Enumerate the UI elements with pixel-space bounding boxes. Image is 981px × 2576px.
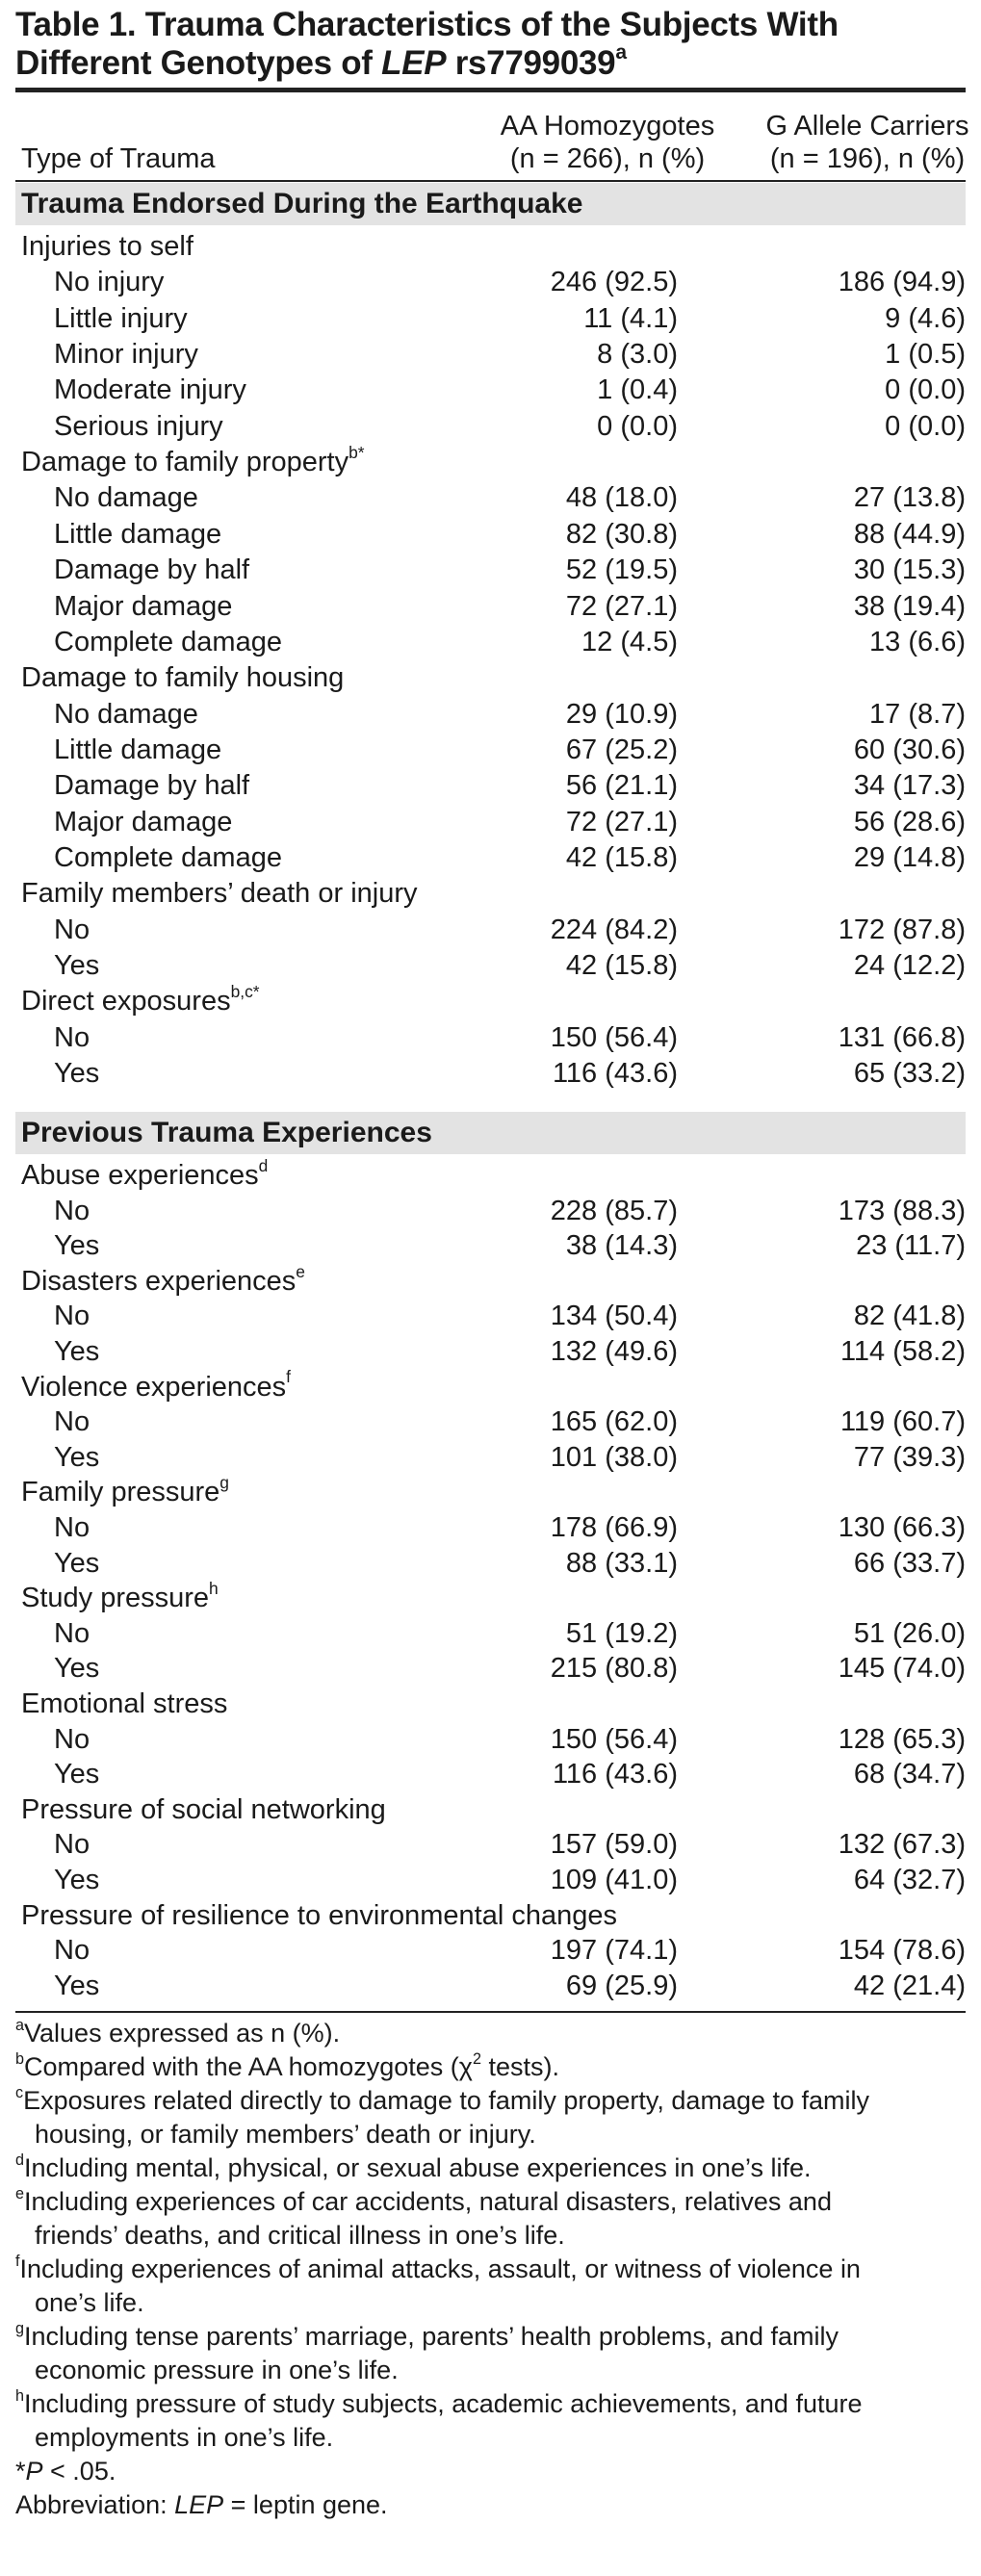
- row-label: [54, 1546, 99, 1582]
- row-label-text: Abuse experiences: [21, 1160, 259, 1191]
- row-label-text: Study pressure: [21, 1583, 210, 1614]
- group-label: [21, 1367, 291, 1405]
- footnote-e: $^e$Including experiences of car accidents, natural disasters, relatives and: [15, 2184, 832, 2216]
- group-row: [15, 1475, 966, 1510]
- value-aa-homozygotes: 52 (19.5): [565, 554, 678, 586]
- group-label: [21, 1898, 617, 1934]
- value-aa-homozygotes: 11 (4.1): [583, 302, 678, 334]
- table-row: [15, 733, 966, 768]
- table-row: [15, 768, 966, 804]
- value-g-allele-carriers: 24 (12.2): [853, 950, 966, 981]
- row-label: [54, 1616, 90, 1652]
- row-label-text: No injury: [54, 267, 165, 298]
- value-g-allele-carriers: 42 (21.4): [853, 1970, 966, 2001]
- group-row: [15, 984, 966, 1019]
- row-label: [54, 517, 221, 553]
- footnote-mark: h: [209, 1578, 219, 1598]
- row-label-text: Direct exposures: [21, 986, 231, 1018]
- group-row: [15, 660, 966, 696]
- row-label: [54, 768, 249, 804]
- table-row: [15, 1194, 966, 1229]
- value-aa-homozygotes: 42 (15.8): [565, 950, 678, 981]
- value-g-allele-carriers: 82 (41.8): [853, 1301, 966, 1332]
- value-aa-homozygotes: 246 (92.5): [550, 267, 678, 298]
- table-row: [15, 1440, 966, 1476]
- row-label: [54, 805, 232, 840]
- value-g-allele-carriers: 64 (32.7): [853, 1865, 966, 1895]
- row-label-text: Moderate injury: [54, 374, 246, 406]
- row-label-text: Serious injury: [54, 410, 223, 442]
- value-aa-homozygotes: 29 (10.9): [565, 698, 678, 730]
- row-label-text: No: [54, 1829, 90, 1861]
- group-label: [21, 1261, 305, 1300]
- footnote-mark: e: [296, 1261, 305, 1281]
- value-g-allele-carriers: 17 (8.7): [869, 698, 966, 730]
- row-label: [54, 1510, 90, 1546]
- row-label-text: Damage by half: [54, 770, 250, 802]
- value-g-allele-carriers: 0 (0.0): [885, 410, 966, 442]
- group-label: [21, 876, 418, 912]
- group-row: [15, 1155, 966, 1194]
- top-rule: [15, 88, 966, 92]
- value-aa-homozygotes: 178 (66.9): [550, 1512, 678, 1543]
- table-row: [15, 1616, 966, 1652]
- row-label-text: No: [54, 1935, 90, 1967]
- value-aa-homozygotes: 88 (33.1): [565, 1547, 678, 1579]
- row-label-text: Disasters experiences: [21, 1265, 297, 1297]
- row-label: [54, 1863, 99, 1898]
- group-label: [21, 1155, 269, 1194]
- group-row: [15, 876, 966, 912]
- table-title: Table 1. Trauma Characteristics of the Subjects With Different Genotypes of LEP rs7799039$^a$: [15, 6, 839, 82]
- footnote-star: *P < .05.: [15, 2457, 116, 2486]
- value-aa-homozygotes: 134 (50.4): [550, 1301, 678, 1332]
- row-label-text: Yes: [54, 1230, 100, 1262]
- table-row: [15, 301, 966, 337]
- value-g-allele-carriers: 13 (6.6): [869, 626, 966, 657]
- row-label-text: No damage: [54, 698, 198, 730]
- footnote-h-cont: employments in one’s life.: [35, 2423, 334, 2452]
- row-label-text: Yes: [54, 950, 100, 981]
- value-g-allele-carriers: 38 (19.4): [853, 590, 966, 622]
- value-g-allele-carriers: 1 (0.5): [885, 339, 966, 371]
- value-g-allele-carriers: 132 (67.3): [838, 1829, 966, 1861]
- value-aa-homozygotes: 101 (38.0): [550, 1441, 678, 1473]
- footnote-g-cont: economic pressure in one’s life.: [35, 2356, 399, 2384]
- table-row: [15, 1020, 966, 1056]
- value-g-allele-carriers: 128 (65.3): [838, 1723, 966, 1755]
- row-label: [54, 1020, 90, 1056]
- footnote-c: $^c$Exposures related directly to damage to family property, damage to family: [15, 2083, 870, 2115]
- table-row: [15, 913, 966, 948]
- footnote-mark: b*: [349, 442, 365, 462]
- row-label: [54, 1651, 99, 1687]
- value-aa-homozygotes: 12 (4.5): [581, 626, 678, 657]
- row-label: [54, 1757, 99, 1792]
- group-row: [15, 1687, 966, 1722]
- value-g-allele-carriers: 60 (30.6): [853, 734, 966, 765]
- row-label-text: Minor injury: [54, 339, 198, 371]
- value-aa-homozygotes: 165 (62.0): [550, 1406, 678, 1438]
- group-label: [21, 442, 365, 480]
- row-label-text: Yes: [54, 1653, 100, 1685]
- value-g-allele-carriers: 186 (94.9): [838, 267, 966, 298]
- group-label: [21, 229, 194, 265]
- row-label-text: Emotional stress: [21, 1688, 228, 1719]
- footnotes: [15, 2017, 968, 2522]
- table-row: [15, 625, 966, 660]
- group-label: [21, 1687, 227, 1722]
- value-aa-homozygotes: 48 (18.0): [565, 482, 678, 514]
- table-row: [15, 1404, 966, 1440]
- row-label-text: No: [54, 1195, 90, 1226]
- row-label-text: Yes: [54, 1441, 100, 1473]
- value-aa-homozygotes: 82 (30.8): [565, 518, 678, 550]
- table-row: [15, 265, 966, 300]
- table-row: [15, 1510, 966, 1546]
- value-aa-homozygotes: 228 (85.7): [550, 1195, 678, 1226]
- group-row: [15, 1792, 966, 1828]
- row-label: [54, 625, 282, 660]
- footnote-mark: b,c*: [230, 982, 260, 1002]
- value-aa-homozygotes: 116 (43.6): [552, 1058, 678, 1090]
- row-label-text: No damage: [54, 482, 198, 514]
- table-row: [15, 1334, 966, 1370]
- table-row: [15, 517, 966, 553]
- row-label-text: Little damage: [54, 518, 222, 550]
- footnote-d: $^d$Including mental, physical, or sexual abuse experiences in one’s life.: [15, 2151, 812, 2182]
- value-aa-homozygotes: 38 (14.3): [565, 1230, 678, 1262]
- row-label-text: Yes: [54, 1970, 100, 2001]
- footnote-e-cont: friends’ deaths, and critical illness in one’s life.: [35, 2221, 565, 2250]
- value-aa-homozygotes: 224 (84.2): [550, 914, 678, 945]
- row-label-text: Pressure of resilience to environmental changes: [21, 1899, 617, 1931]
- col-header-aa: AA Homozygotes (n = 266), n (%): [500, 111, 715, 174]
- table-row: [15, 1228, 966, 1264]
- footnote-f-cont: one’s life.: [35, 2288, 144, 2317]
- row-label: [54, 1228, 99, 1264]
- row-label: [54, 301, 188, 337]
- footnote-mark: d: [258, 1155, 269, 1175]
- row-label-text: No: [54, 1723, 90, 1755]
- header-rule: [15, 180, 966, 182]
- value-g-allele-carriers: 23 (11.7): [856, 1230, 966, 1262]
- value-g-allele-carriers: 9 (4.6): [885, 302, 966, 334]
- bottom-rule: [15, 2011, 966, 2013]
- group-label: [21, 1475, 229, 1510]
- table-row: [15, 409, 966, 445]
- value-aa-homozygotes: 109 (41.0): [550, 1865, 678, 1895]
- row-label-text: No: [54, 1617, 90, 1649]
- value-g-allele-carriers: 173 (88.3): [838, 1195, 966, 1226]
- value-aa-homozygotes: 56 (21.1): [565, 770, 678, 802]
- value-g-allele-carriers: 154 (78.6): [838, 1935, 966, 1967]
- value-g-allele-carriers: 77 (39.3): [853, 1441, 966, 1473]
- row-label-text: Yes: [54, 1865, 100, 1895]
- row-label-text: Yes: [54, 1336, 100, 1367]
- row-label-text: Complete damage: [54, 626, 282, 657]
- group-row: [15, 1898, 966, 1934]
- footnote-f: $^f$Including experiences of animal attacks, assault, or witness of violence in: [15, 2252, 861, 2283]
- row-label: [54, 265, 164, 300]
- row-label: [54, 373, 246, 408]
- value-g-allele-carriers: 30 (15.3): [853, 554, 966, 586]
- value-aa-homozygotes: 132 (49.6): [550, 1336, 678, 1367]
- value-aa-homozygotes: 67 (25.2): [565, 734, 678, 765]
- value-g-allele-carriers: 29 (14.8): [853, 841, 966, 873]
- group-row: [15, 229, 966, 265]
- row-label: [54, 337, 198, 373]
- value-g-allele-carriers: 34 (17.3): [853, 770, 966, 802]
- row-label: [54, 840, 282, 876]
- table-row: [15, 337, 966, 373]
- table-row: [15, 1546, 966, 1582]
- value-g-allele-carriers: 145 (74.0): [838, 1653, 966, 1685]
- table-row: [15, 1969, 966, 2004]
- row-label: [54, 409, 223, 445]
- row-label-text: Violence experiences: [21, 1371, 287, 1403]
- footnote-b: $^b$Compared with the AA homozygotes ($\chi^2$ tests).: [15, 2049, 559, 2081]
- row-label-text: Injuries to self: [21, 231, 194, 262]
- table-row: [15, 589, 966, 625]
- table-row: [15, 1757, 966, 1792]
- row-label-text: Major damage: [54, 806, 233, 837]
- group-row: [15, 1367, 966, 1405]
- group-row: [15, 1578, 966, 1616]
- value-g-allele-carriers: 51 (26.0): [853, 1617, 966, 1649]
- row-label: [54, 1722, 90, 1758]
- table-row: [15, 1056, 966, 1092]
- row-label-text: Complete damage: [54, 841, 282, 873]
- row-label-text: No: [54, 1021, 90, 1053]
- value-g-allele-carriers: 65 (33.2): [853, 1058, 966, 1090]
- value-g-allele-carriers: 172 (87.8): [838, 914, 966, 945]
- value-aa-homozygotes: 197 (74.1): [550, 1935, 678, 1967]
- value-g-allele-carriers: 130 (66.3): [838, 1512, 966, 1543]
- value-aa-homozygotes: 215 (80.8): [550, 1653, 678, 1685]
- footnote-c-cont: housing, or family members’ death or injury.: [35, 2120, 536, 2149]
- table-row: [15, 480, 966, 516]
- value-g-allele-carriers: 131 (66.8): [838, 1021, 966, 1053]
- row-label-text: Family members’ death or injury: [21, 878, 418, 910]
- table-row: [15, 840, 966, 876]
- group-label: [21, 984, 260, 1019]
- table-row: [15, 1863, 966, 1898]
- value-aa-homozygotes: 51 (19.2): [565, 1617, 678, 1649]
- value-g-allele-carriers: 68 (34.7): [853, 1759, 966, 1790]
- table-row: [15, 553, 966, 588]
- group-label: [21, 660, 344, 696]
- row-label-text: No: [54, 914, 90, 945]
- footnote-a: $^a$Values expressed as n (%).: [15, 2016, 341, 2048]
- row-label-text: Major damage: [54, 590, 233, 622]
- value-g-allele-carriers: 119 (60.7): [839, 1406, 966, 1438]
- value-aa-homozygotes: 1 (0.4): [597, 374, 678, 406]
- table-row: [15, 1722, 966, 1758]
- group-label: [21, 1578, 219, 1616]
- value-aa-homozygotes: 72 (27.1): [565, 806, 678, 837]
- value-g-allele-carriers: 27 (13.8): [853, 482, 966, 514]
- row-label-text: Little damage: [54, 734, 222, 765]
- row-label-text: Yes: [54, 1058, 100, 1090]
- row-label-text: No: [54, 1512, 90, 1543]
- row-label-text: Damage by half: [54, 554, 250, 586]
- row-label: [54, 1933, 90, 1969]
- group-row: [15, 1261, 966, 1300]
- row-label: [54, 1299, 90, 1334]
- row-label: [54, 480, 198, 516]
- value-aa-homozygotes: 72 (27.1): [565, 590, 678, 622]
- row-label: [54, 1404, 90, 1440]
- row-label-text: Damage to family housing: [21, 662, 345, 694]
- row-label-text: Little injury: [54, 302, 188, 334]
- value-g-allele-carriers: 88 (44.9): [853, 518, 966, 550]
- value-g-allele-carriers: 66 (33.7): [853, 1547, 966, 1579]
- row-label-text: No: [54, 1406, 90, 1438]
- row-label: [54, 1334, 99, 1370]
- value-g-allele-carriers: 0 (0.0): [885, 374, 966, 406]
- row-label: [54, 948, 99, 984]
- row-label-text: Family pressure: [21, 1477, 220, 1508]
- row-label: [54, 553, 249, 588]
- section-heading-earthquake: Trauma Endorsed During the Earthquake: [15, 183, 966, 225]
- value-aa-homozygotes: 69 (25.9): [565, 1970, 678, 2001]
- row-label: [54, 1056, 99, 1092]
- table-row: [15, 1299, 966, 1334]
- row-label: [54, 913, 90, 948]
- row-label: [54, 1827, 90, 1863]
- value-aa-homozygotes: 42 (15.8): [565, 841, 678, 873]
- table-row: [15, 1933, 966, 1969]
- table-row: [15, 948, 966, 984]
- row-label: [54, 697, 198, 733]
- col-header-g: G Allele Carriers (n = 196), n (%): [765, 111, 969, 174]
- footnote-g: $^g$Including tense parents’ marriage, parents’ health problems, and family: [15, 2319, 839, 2351]
- row-label: [54, 733, 221, 768]
- row-label-text: Damage to family property: [21, 447, 349, 478]
- footnote-abbreviation: Abbreviation: LEP = leptin gene.: [15, 2490, 388, 2519]
- row-label-text: Yes: [54, 1759, 100, 1790]
- col-header-type: Type of Trauma: [21, 143, 216, 174]
- group-row: [15, 442, 966, 480]
- row-label-text: Yes: [54, 1547, 100, 1579]
- footnote-mark: f: [286, 1367, 291, 1387]
- value-g-allele-carriers: 56 (28.6): [853, 806, 966, 837]
- table-row: [15, 1827, 966, 1863]
- table-row: [15, 373, 966, 408]
- value-aa-homozygotes: 150 (56.4): [550, 1021, 678, 1053]
- group-label: [21, 1792, 386, 1828]
- row-label: [54, 589, 232, 625]
- row-label-text: Pressure of social networking: [21, 1793, 386, 1825]
- row-label: [54, 1440, 99, 1476]
- value-aa-homozygotes: 157 (59.0): [550, 1829, 678, 1861]
- section-heading-previous: Previous Trauma Experiences: [15, 1112, 966, 1154]
- footnote-h: $^h$Including pressure of study subjects, academic achievements, and future: [15, 2386, 863, 2418]
- table-row: [15, 805, 966, 840]
- table-row: [15, 1651, 966, 1687]
- row-label: [54, 1194, 90, 1229]
- row-label: [54, 1969, 99, 2004]
- value-aa-homozygotes: 8 (3.0): [597, 339, 678, 371]
- value-aa-homozygotes: 0 (0.0): [597, 410, 678, 442]
- value-aa-homozygotes: 150 (56.4): [550, 1723, 678, 1755]
- row-label-text: No: [54, 1301, 90, 1332]
- table-row: [15, 697, 966, 733]
- value-g-allele-carriers: 114 (58.2): [839, 1336, 966, 1367]
- value-aa-homozygotes: 116 (43.6): [552, 1759, 678, 1790]
- footnote-mark: g: [219, 1473, 229, 1493]
